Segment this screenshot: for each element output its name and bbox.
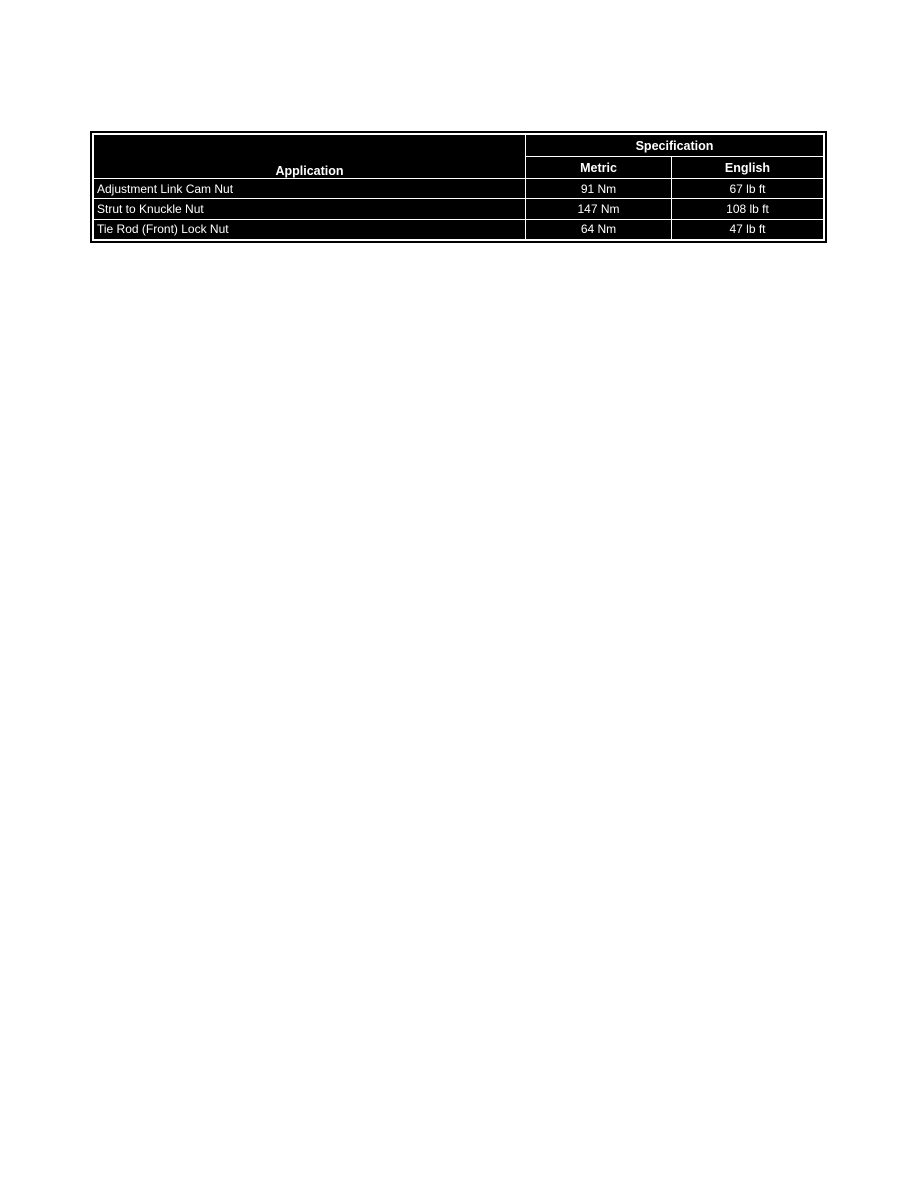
header-specification: Specification: [526, 135, 824, 157]
table-border: [92, 133, 825, 241]
cell-application: Tie Rod (Front) Lock Nut: [94, 219, 526, 239]
table-row: [94, 178, 824, 198]
table-row: [94, 199, 824, 219]
torque-spec-table: [90, 131, 827, 243]
header-english: English: [672, 157, 824, 178]
table-row: [94, 219, 824, 239]
spec-table-grid: [93, 134, 824, 240]
header-metric: Metric: [526, 157, 672, 178]
cell-english: 108 lb ft: [672, 199, 824, 219]
cell-metric: 64 Nm: [526, 219, 672, 239]
header-application: Application: [94, 135, 526, 179]
cell-english: 67 lb ft: [672, 178, 824, 198]
cell-metric: 147 Nm: [526, 199, 672, 219]
header-row-top: [94, 135, 824, 157]
cell-application: Adjustment Link Cam Nut: [94, 178, 526, 198]
cell-application: Strut to Knuckle Nut: [94, 199, 526, 219]
cell-metric: 91 Nm: [526, 178, 672, 198]
cell-english: 47 lb ft: [672, 219, 824, 239]
